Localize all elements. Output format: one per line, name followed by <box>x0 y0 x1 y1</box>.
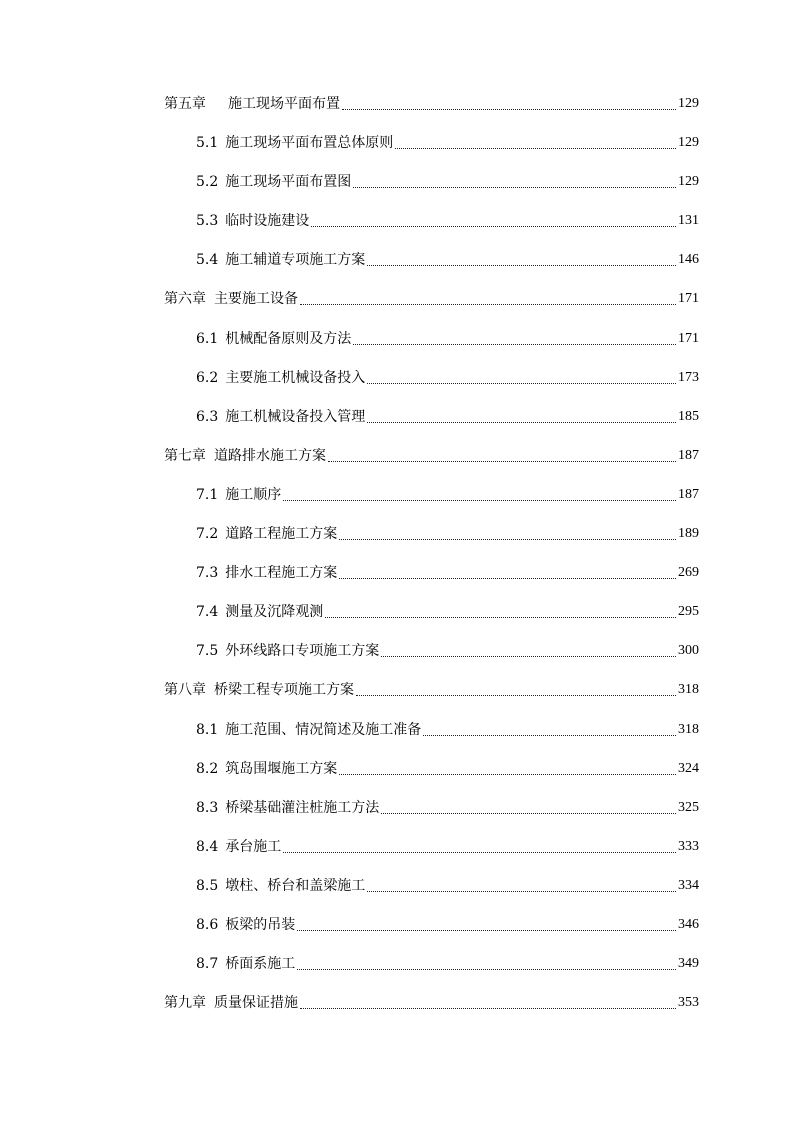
toc-entry-title: 机械配备原则及方法 <box>225 330 352 347</box>
toc-entry-label <box>196 640 379 662</box>
toc-entry-number: 6.3 <box>196 408 219 425</box>
toc-dot-leader <box>367 875 676 892</box>
toc-section-entry[interactable] <box>0 836 793 875</box>
toc-section-entry[interactable] <box>0 797 793 836</box>
toc-dot-leader <box>381 797 676 814</box>
toc-page-number: 325 <box>678 799 699 815</box>
toc-dot-leader <box>297 953 676 970</box>
toc-dot-leader <box>353 328 676 345</box>
toc-page-number: 269 <box>678 565 699 581</box>
toc-entry-number: 7.4 <box>196 604 219 621</box>
toc-entry-label <box>196 719 421 741</box>
toc-page-number: 318 <box>678 721 699 737</box>
toc-page-number: 324 <box>678 760 699 776</box>
toc-entry-label <box>196 836 281 858</box>
toc-entry-label <box>196 953 295 975</box>
toc-entry-label <box>196 875 365 897</box>
toc-entry-title: 筑岛围堰施工方案 <box>225 760 338 777</box>
toc-entry-number: 第六章 <box>164 291 206 308</box>
toc-entry-number: 6.1 <box>196 330 219 347</box>
toc-page-number: 129 <box>678 135 699 151</box>
toc-entry-number: 7.3 <box>196 565 219 582</box>
table-of-contents <box>0 93 793 1031</box>
toc-entry-number: 7.1 <box>196 486 219 503</box>
toc-entry-label <box>196 171 351 193</box>
toc-entry-number: 8.3 <box>196 799 219 816</box>
toc-entry-number: 5.1 <box>196 135 219 152</box>
toc-entry-title: 施工机械设备投入管理 <box>225 408 366 425</box>
toc-chapter-entry[interactable] <box>0 93 793 132</box>
toc-section-entry[interactable] <box>0 758 793 797</box>
toc-entry-title: 墩柱、桥台和盖梁施工 <box>225 877 366 894</box>
toc-entry-title: 主要施工机械设备投入 <box>225 369 366 386</box>
toc-entry-label <box>164 445 326 467</box>
toc-section-entry[interactable] <box>0 210 793 249</box>
toc-dot-leader <box>353 171 676 188</box>
toc-entry-label <box>164 288 298 310</box>
toc-entry-number: 第八章 <box>164 682 206 699</box>
toc-page-number: 353 <box>678 995 699 1011</box>
toc-section-entry[interactable] <box>0 171 793 210</box>
toc-dot-leader <box>367 249 676 266</box>
toc-entry-title: 外环线路口专项施工方案 <box>225 643 380 660</box>
toc-entry-label <box>196 914 295 936</box>
toc-entry-label <box>164 679 354 701</box>
toc-section-entry[interactable] <box>0 484 793 523</box>
toc-dot-leader <box>423 719 676 736</box>
toc-page-number: 334 <box>678 877 699 893</box>
toc-dot-leader <box>283 836 676 853</box>
toc-dot-leader <box>325 601 676 618</box>
toc-entry-title: 排水工程施工方案 <box>225 565 338 582</box>
toc-entry-label <box>196 132 393 154</box>
toc-entry-title: 质量保证措施 <box>214 995 298 1012</box>
toc-page-number: 189 <box>678 526 699 542</box>
toc-section-entry[interactable] <box>0 249 793 288</box>
toc-entry-title: 施工顺序 <box>225 486 282 503</box>
toc-entry-title: 施工辅道专项施工方案 <box>225 252 366 269</box>
toc-page-number: 171 <box>678 291 699 307</box>
toc-entry-number: 8.7 <box>196 956 219 973</box>
toc-entry-title: 主要施工设备 <box>214 291 298 308</box>
toc-dot-leader <box>342 93 676 110</box>
toc-dot-leader <box>339 758 676 775</box>
toc-page-number: 146 <box>678 252 699 268</box>
toc-page-number: 300 <box>678 643 699 659</box>
toc-entry-title: 桥梁基础灌注桩施工方法 <box>225 799 380 816</box>
toc-page-number: 187 <box>678 447 699 463</box>
toc-section-entry[interactable] <box>0 914 793 953</box>
toc-entry-number: 第九章 <box>164 995 206 1012</box>
toc-dot-leader <box>339 523 676 540</box>
toc-entry-number: 8.2 <box>196 760 219 777</box>
toc-entry-number: 8.6 <box>196 916 219 933</box>
toc-entry-label <box>196 210 309 232</box>
toc-entry-number: 5.4 <box>196 252 219 269</box>
toc-entry-number: 6.2 <box>196 369 219 386</box>
toc-dot-leader <box>381 640 676 657</box>
toc-entry-title: 承台施工 <box>225 838 282 855</box>
toc-page-number: 349 <box>678 956 699 972</box>
toc-entry-title: 施工现场平面布置 <box>214 96 340 112</box>
toc-entry-label <box>196 328 351 350</box>
toc-entry-title: 道路排水施工方案 <box>214 447 326 464</box>
toc-section-entry[interactable] <box>0 953 793 992</box>
toc-entry-label <box>196 562 337 584</box>
toc-chapter-entry[interactable] <box>0 992 793 1031</box>
toc-dot-leader <box>283 484 676 501</box>
toc-dot-leader <box>339 562 676 579</box>
toc-entry-title: 桥面系施工 <box>225 956 296 973</box>
toc-dot-leader <box>356 679 676 696</box>
toc-entry-number: 第七章 <box>164 447 206 464</box>
toc-page-number: 129 <box>678 174 699 190</box>
toc-section-entry[interactable] <box>0 719 793 758</box>
toc-entry-number: 8.4 <box>196 838 219 855</box>
toc-dot-leader <box>367 406 676 423</box>
toc-chapter-entry[interactable] <box>0 445 793 484</box>
toc-entry-label <box>164 992 298 1014</box>
toc-entry-label <box>196 249 365 271</box>
toc-section-entry[interactable] <box>0 328 793 367</box>
toc-entry-number: 8.5 <box>196 877 219 894</box>
toc-section-entry[interactable] <box>0 640 793 679</box>
toc-section-entry[interactable] <box>0 132 793 171</box>
toc-chapter-entry[interactable] <box>0 679 793 718</box>
toc-section-entry[interactable] <box>0 523 793 562</box>
toc-entry-number: 8.1 <box>196 721 219 738</box>
toc-entry-title: 施工现场平面布置总体原则 <box>225 135 394 152</box>
toc-entry-title: 道路工程施工方案 <box>225 526 338 543</box>
toc-entry-title: 施工现场平面布置图 <box>225 174 352 191</box>
toc-page-number: 318 <box>678 682 699 698</box>
toc-dot-leader <box>328 445 676 462</box>
toc-chapter-entry[interactable] <box>0 288 793 327</box>
toc-entry-label <box>196 601 323 623</box>
toc-section-entry[interactable] <box>0 601 793 640</box>
toc-dot-leader <box>300 992 676 1009</box>
toc-section-entry[interactable] <box>0 367 793 406</box>
toc-dot-leader <box>297 914 676 931</box>
toc-entry-number: 5.3 <box>196 213 219 230</box>
toc-page-number: 173 <box>678 369 699 385</box>
toc-entry-number: 5.2 <box>196 174 219 191</box>
toc-dot-leader <box>311 210 676 227</box>
toc-entry-title: 临时设施建设 <box>225 213 310 230</box>
toc-entry-title: 施工范围、情况简述及施工准备 <box>225 721 422 738</box>
toc-page-number: 333 <box>678 838 699 854</box>
toc-section-entry[interactable] <box>0 562 793 601</box>
toc-entry-title: 测量及沉降观测 <box>225 604 324 621</box>
toc-section-entry[interactable] <box>0 406 793 445</box>
toc-page-number: 131 <box>678 213 699 229</box>
toc-dot-leader <box>367 367 676 384</box>
toc-dot-leader <box>300 288 676 305</box>
toc-entry-label <box>196 367 365 389</box>
toc-entry-number: 7.2 <box>196 526 219 543</box>
toc-entry-label <box>196 523 337 545</box>
toc-section-entry[interactable] <box>0 875 793 914</box>
toc-entry-number: 7.5 <box>196 643 219 660</box>
toc-entry-label <box>196 758 337 780</box>
toc-entry-label <box>164 93 340 115</box>
toc-entry-label <box>196 406 365 428</box>
toc-dot-leader <box>395 132 676 149</box>
toc-entry-label <box>196 797 379 819</box>
toc-entry-title: 板梁的吊装 <box>225 916 296 933</box>
toc-page-number: 187 <box>678 486 699 502</box>
toc-page-number: 129 <box>678 96 699 111</box>
toc-page-number: 171 <box>678 330 699 346</box>
toc-entry-title: 桥梁工程专项施工方案 <box>214 682 354 699</box>
toc-page-number: 295 <box>678 604 699 620</box>
toc-entry-number: 第五章 <box>164 96 206 112</box>
toc-page-number: 185 <box>678 408 699 424</box>
toc-page-number: 346 <box>678 916 699 932</box>
toc-entry-label <box>196 484 281 506</box>
